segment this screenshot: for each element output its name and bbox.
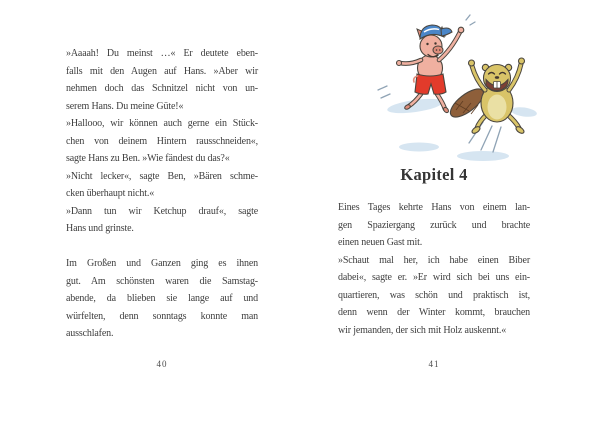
pig-eye-right [434,42,436,44]
text-line: gen Spaziergang zurück und brachte [338,219,530,231]
text-line: ausschlafen. [66,328,114,339]
text-line: einen neuen Gast mit. [338,237,423,248]
pig-shorts [415,74,446,94]
right-page [300,0,600,429]
pig-eye-left [426,43,428,45]
text-line: abende, da blieben sie lange auf und [66,293,258,304]
text-line: quartieren, was schön und praktisch ist, [338,289,530,301]
left-page-text [66,45,258,343]
text-line: Hans und grinste. [66,223,134,234]
beaver-belly [488,95,507,120]
text-line [66,238,258,256]
chapter-heading: Kapitel 4 [400,165,468,184]
pig-snout [433,46,443,54]
text-line: Eines Tages kehrte Hans von einem lan- [338,202,530,213]
text-line: »Nicht lecker«, sagte Ben, »Bären schme- [66,170,258,182]
text-line: serem Hans. Du meine Güte!« [66,100,184,112]
text-line: dabei«, sagte er. »Er wird sich bei uns ein- [338,272,530,283]
right-page-text [338,199,530,339]
right-page-number: 41 [428,359,440,369]
text-line: falls mit den Augen auf Hans. »Aber wir [66,65,258,77]
text-line: »Aaaah! Du meinst …« Er deutete eben- [66,48,258,59]
text-line: chen von deinem Hintern rausschneiden«, [66,135,258,147]
text-line: »Schaut mal her, ich habe einen Biber [338,254,530,266]
text-line: wir jemanden, der sich mit Holz auskennt.« [338,324,507,336]
beaver-head [482,64,511,91]
text-line: sagte Hans zu Ben. »Wie fändest du das?« [66,153,230,164]
left-page-number: 40 [156,359,168,369]
text-line: gut. Am schönsten waren die Samstag- [66,275,258,287]
text-line: »Hallooo, wir können auch gerne ein Stück- [66,118,258,129]
text-line: denn wenn der Winter kommt, brauchen [338,307,530,318]
text-line: würfelten, denn sonntags konnte man [66,310,258,322]
beaver-nose [495,76,499,79]
beaver-illustration [446,58,525,135]
jumping-pig-and-beaver-illustration [375,10,545,162]
text-line: »Dann tun wir Ketchup drauf«, sagte [66,205,258,217]
text-line: nehmen doch das Schnitzel nicht von un- [66,83,258,94]
text-line: cken überhaupt nicht.« [66,188,155,199]
text-line: Im Großen und Ganzen ging es ihnen [66,258,258,269]
